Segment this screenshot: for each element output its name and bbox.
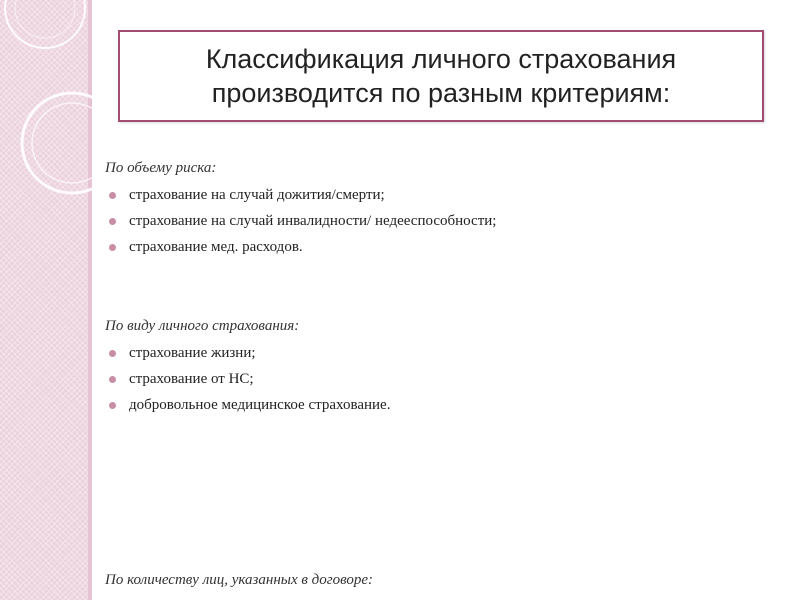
bullet-icon [109,402,116,409]
section-heading: По виду личного страхования: [105,318,300,334]
list-item-text: добровольное медицинское страхование. [129,397,391,413]
list-item-text: страхование мед. расходов. [129,239,303,255]
bullet-list [105,182,496,260]
section-insurance-type [105,316,390,418]
list-item [105,208,496,234]
decorative-circle-top [5,0,85,48]
bullet-icon [109,244,116,251]
list-item [105,392,390,418]
bullet-icon [109,218,116,225]
bullet-icon [109,192,116,199]
list-item [105,366,390,392]
section-heading: По количеству лиц, указанных в договоре: [105,572,374,588]
title-line-2: производится по разным критериям: [211,78,671,108]
list-item [105,234,496,260]
list-item-text: страхование от НС; [129,371,254,387]
decorative-circle-middle-inner [32,103,112,183]
list-item [105,340,390,366]
list-item-text: страхование жизни; [129,345,256,361]
section-heading: По объему риска: [105,160,217,176]
title-line-1: Классификация личного страхования [205,44,677,74]
bullet-icon [109,350,116,357]
section-persons-count [105,570,373,594]
decorative-circle-top-inner [15,0,75,38]
list-item [105,182,496,208]
bullet-icon [109,376,116,383]
title-box [118,30,764,122]
bullet-list [105,340,390,418]
list-item-text: страхование на случай дожития/смерти; [129,187,385,203]
page-title [206,42,676,110]
list-item-text: страхование на случай инвалидности/ недееспособности; [129,213,497,229]
section-risk-volume [105,158,496,260]
